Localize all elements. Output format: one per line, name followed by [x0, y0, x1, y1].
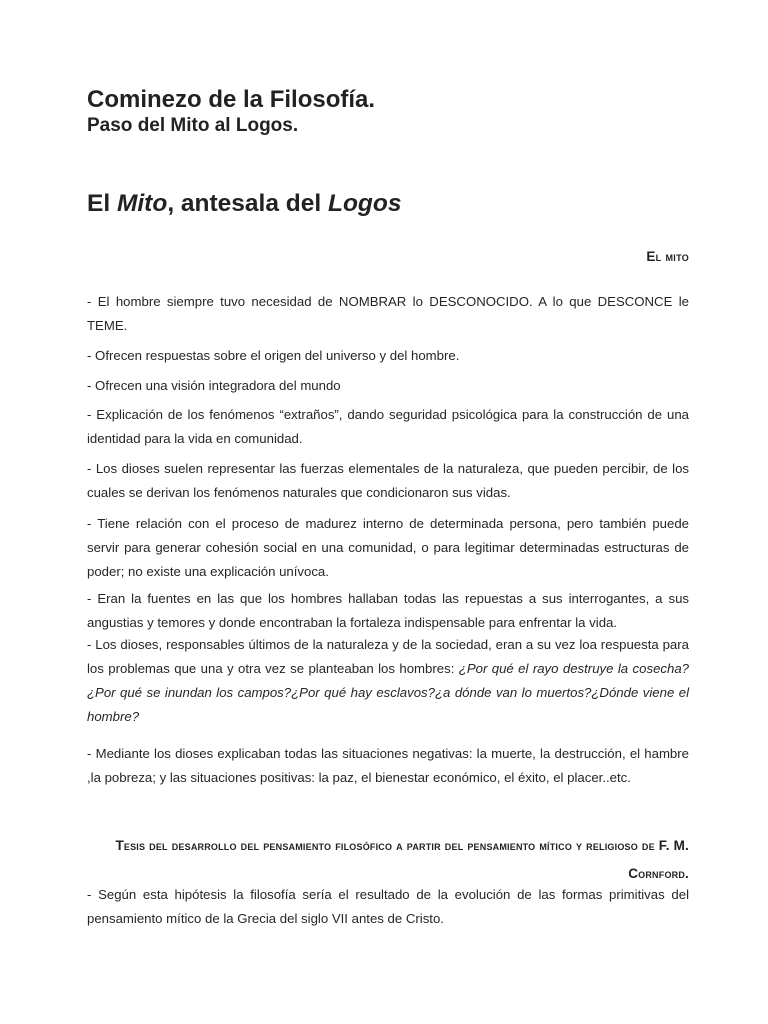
- paragraph: - Eran la fuentes en las que los hombres hallaban todas las repuestas a sus interrogantes, a sus angustias y temores y donde encontraban la fortaleza indispensable para enfrentar la vida.: [87, 591, 689, 630]
- subsection-heading-el-mito: El mito: [646, 249, 689, 264]
- heading-mito: Mito: [116, 190, 168, 217]
- paragraph: - Ofrecen una visión integradora del mundo: [87, 378, 341, 393]
- paragraph: - Los dioses suelen representar las fuerzas elementales de la naturaleza, que pueden percibir, de los cuales se derivan los fenómenos naturales que condicionaron sus vidas.: [87, 461, 689, 500]
- heading-part: El: [87, 190, 117, 217]
- document-subtitle: Paso del Mito al Logos.: [87, 115, 299, 136]
- paragraph: [87, 633, 689, 729]
- paragraph: - El hombre siempre tuvo necesidad de NOMBRAR lo DESCONOCIDO. A lo que DESCONCE le TEME.: [87, 294, 689, 333]
- heading-part: , antesala del: [167, 190, 328, 217]
- document-title: Cominezo de la Filosofía.: [87, 86, 376, 113]
- paragraph: - Mediante los dioses explicaban todas las situaciones negativas: la muerte, la destrucción, el hambre ,la pobreza; y las situaciones positivas: la paz, el bienestar económico, el éxito, el placer..etc.: [87, 746, 689, 785]
- paragraph: - Explicación de los fenómenos “extraños”, dando seguridad psicológica para la construcción de una identidad para la vida en comunidad.: [87, 407, 689, 446]
- paragraph-questions: ¿Por qué el rayo destruye la cosecha?¿Por qué se inundan los campos?¿Por qué hay esclavos?¿a dónde van lo muertos?¿Dónde viene el hombre?: [87, 661, 689, 724]
- heading-logos: Logos: [328, 190, 402, 217]
- paragraph-text: - Los dioses, responsables últimos de la naturaleza y de la sociedad, eran a su vez loa respuesta para los problemas que una y otra vez se planteaban los hombres:: [87, 637, 689, 676]
- paragraph: - Ofrecen respuestas sobre el origen del universo y del hombre.: [87, 348, 460, 363]
- thesis-heading: Tesis del desarrollo del pensamiento filosófico a partir del pensamiento mítico y religioso de F. M. Cornford.: [115, 838, 689, 881]
- section-heading: [87, 190, 402, 218]
- paragraph: - Tiene relación con el proceso de madurez interno de determinada persona, pero también puede servir para generar cohesión social en una comunidad, o para legitimar determinadas estructuras de poder; no existe una explicación unívoca.: [87, 516, 689, 579]
- paragraph: - Según esta hipótesis la filosofía sería el resultado de la evolución de las formas primitivas del pensamiento mítico de la Grecia del siglo VII antes de Cristo.: [87, 887, 689, 926]
